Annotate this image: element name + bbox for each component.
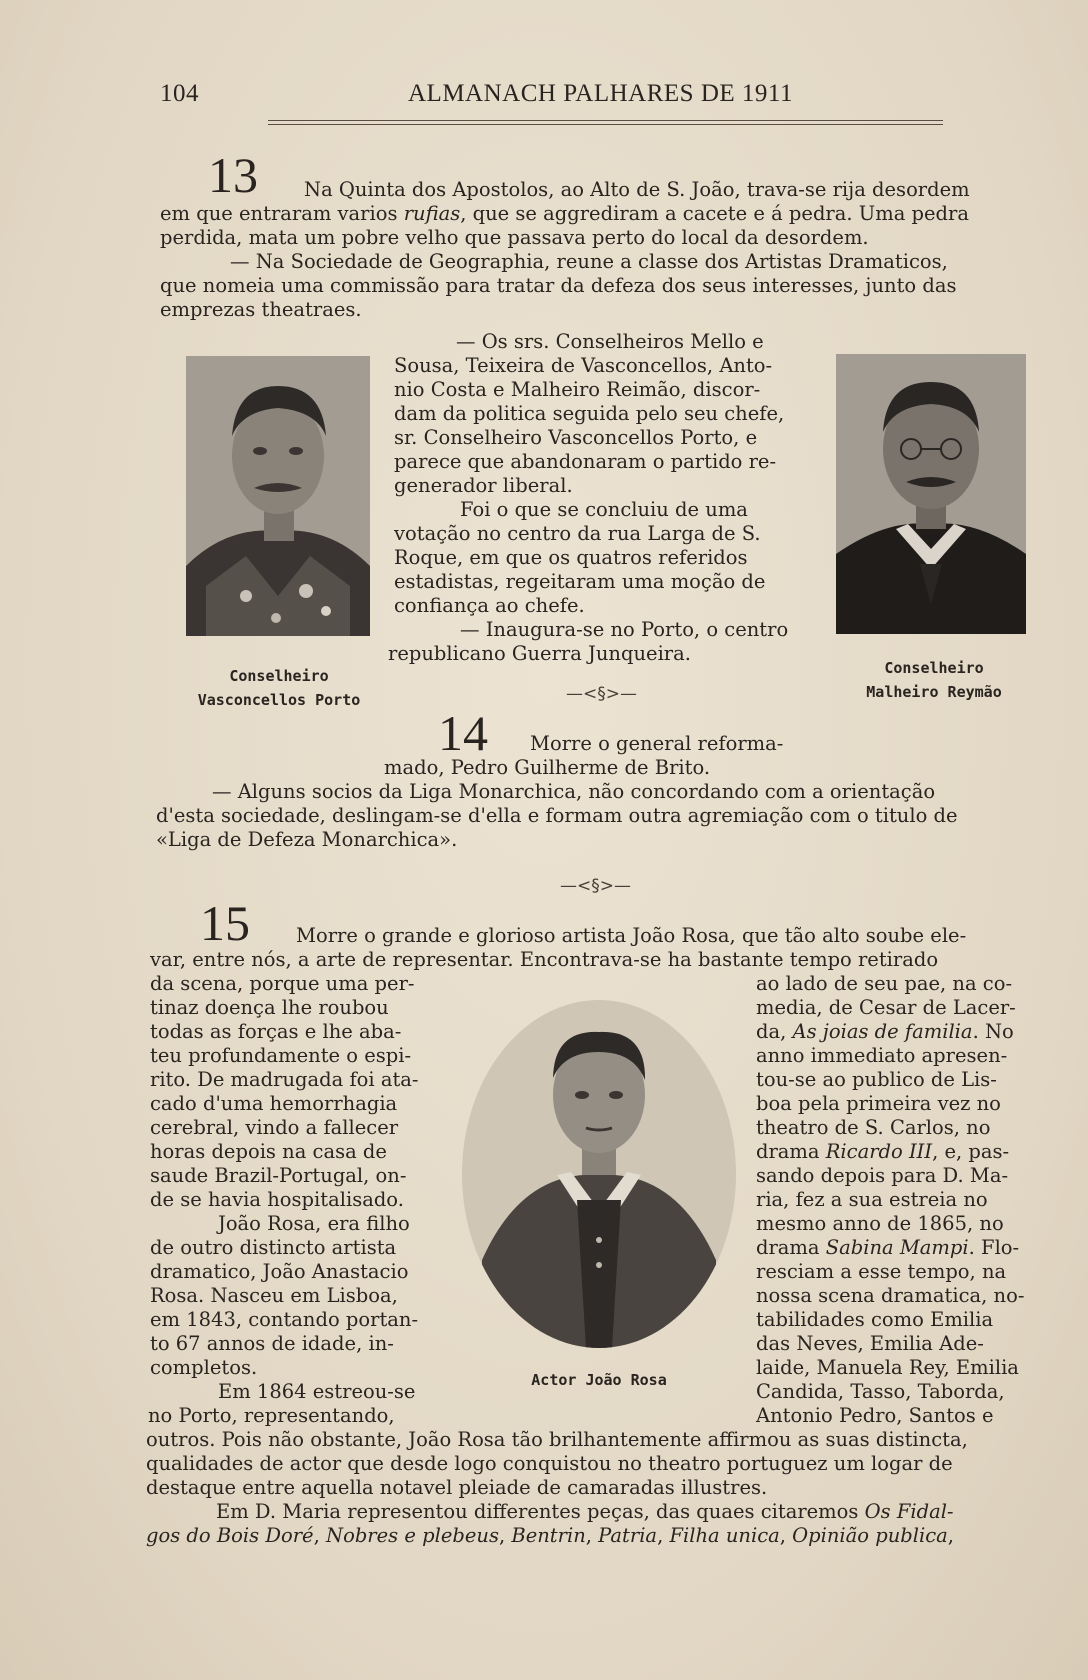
text-line: outros. Pois não obstante, João Rosa tão brilhantemente affirmou as suas distincta, xyxy=(146,1428,968,1451)
text-line: de se havia hospitalisado. xyxy=(150,1188,404,1211)
text-line: boa pela primeira vez no xyxy=(756,1092,1001,1115)
text-line: resciam a esse tempo, na xyxy=(756,1260,1007,1283)
text-line: da scena, porque uma per- xyxy=(150,972,415,995)
text-line: tinaz doença lhe roubou xyxy=(150,996,389,1019)
text-line: theatro de S. Carlos, no xyxy=(756,1116,991,1139)
ornament-divider: —<§>— xyxy=(566,684,637,704)
text-line: ao lado de seu pae, na co- xyxy=(756,972,1013,995)
text-line: laide, Manuela Rey, Emilia xyxy=(756,1356,1019,1379)
text-line: Rosa. Nasceu em Lisboa, xyxy=(150,1284,398,1307)
text-line: gos do Bois Doré, Nobres e plebeus, Bentrin, Patria, Filha unica, Opinião publica, xyxy=(146,1524,954,1547)
text-line: Sousa, Teixeira de Vasconcellos, Anto- xyxy=(394,354,773,377)
text-line: destaque entre aquella notavel pleiade de camaradas illustres. xyxy=(146,1476,768,1499)
text-line: drama Sabina Mampi. Flo- xyxy=(756,1236,1020,1259)
text-line: emprezas theatraes. xyxy=(160,298,362,321)
text-line: mado, Pedro Guilherme de Brito. xyxy=(384,756,711,779)
text-line: cado d'uma hemorrhagia xyxy=(150,1092,398,1115)
caption-line: Conselheiro xyxy=(884,659,984,677)
header-rule xyxy=(268,120,943,121)
text-line: teu profundamente o espi- xyxy=(150,1044,412,1067)
page-title: ALMANACH PALHARES DE 1911 xyxy=(408,80,793,107)
caption-line: Actor João Rosa xyxy=(531,1371,667,1389)
ornament-divider: —<§>— xyxy=(560,876,631,896)
text-line: perdida, mata um pobre velho que passava perto do local da desordem. xyxy=(160,226,869,249)
caption-line: Vasconcellos Porto xyxy=(197,691,361,709)
text-line: media, de Cesar de Lacer- xyxy=(756,996,1016,1019)
text-line: Em D. Maria representou differentes peças, das quaes citaremos Os Fidal- xyxy=(216,1500,954,1523)
caption-line: Malheiro Reymão xyxy=(866,683,1002,701)
text-line: sando depois para D. Ma- xyxy=(756,1164,1009,1187)
text-line: da, As joias de familia. No xyxy=(756,1020,1014,1043)
text-line: Roque, em que os quatros referidos xyxy=(394,546,748,569)
text-line: generador liberal. xyxy=(394,474,573,497)
text-line: «Liga de Defeza Monarchica». xyxy=(156,828,458,851)
text-line: nio Costa e Malheiro Reimão, discor- xyxy=(394,378,761,401)
text-line: republicano Guerra Junqueira. xyxy=(388,642,691,665)
text-line: ria, fez a sua estreia no xyxy=(756,1188,988,1211)
text-line: Candida, Tasso, Taborda, xyxy=(756,1380,1005,1403)
text-line: das Neves, Emilia Ade- xyxy=(756,1332,984,1355)
day-number: 15 xyxy=(200,895,250,951)
text-line: — Alguns socios da Liga Monarchica, não concordando com a orientação xyxy=(212,780,936,803)
text-line: estadistas, regeitaram uma moção de xyxy=(394,570,766,593)
text-line: Morre o grande e glorioso artista João Rosa, que tão alto soube ele- xyxy=(296,924,967,947)
text-line: d'esta sociedade, deslingam-se d'ella e formam outra agremiação com o titulo de xyxy=(156,804,958,827)
text-line: to 67 annos de idade, in- xyxy=(150,1332,394,1355)
text-line: tou-se ao publico de Lis- xyxy=(756,1068,997,1091)
text-line: mesmo anno de 1865, no xyxy=(756,1212,1004,1235)
text-line: var, entre nós, a arte de representar. Encontrava-se ha bastante tempo retirado xyxy=(150,948,939,971)
text-line: Na Quinta dos Apostolos, ao Alto de S. João, trava-se rija desordem xyxy=(304,178,970,201)
text-line: parece que abandonaram o partido re- xyxy=(394,450,777,473)
text-line: — Os srs. Conselheiros Mello e xyxy=(456,330,764,353)
text-line: em que entraram varios rufias, que se aggrediram a cacete e á pedra. Uma pedra xyxy=(160,202,969,225)
text-line: horas depois na casa de xyxy=(150,1140,387,1163)
text-line: dam da politica seguida pelo seu chefe, xyxy=(394,402,785,425)
text-line: Morre o general reforma- xyxy=(530,732,784,755)
text-line: votação no centro da rua Larga de S. xyxy=(394,522,761,545)
day-number: 14 xyxy=(438,705,488,761)
portrait-vasconcellos-porto xyxy=(186,356,370,636)
text-line: que nomeia uma commissão para tratar da defeza dos seus interesses, junto das xyxy=(160,274,957,297)
text-line: completos. xyxy=(150,1356,258,1379)
page-number: 104 xyxy=(160,80,199,107)
text-line: nossa scena dramatica, no- xyxy=(756,1284,1025,1307)
text-line: tabilidades como Emilia xyxy=(756,1308,994,1331)
text-line: sr. Conselheiro Vasconcellos Porto, e xyxy=(394,426,758,449)
text-line: qualidades de actor que desde logo conquistou no theatro portuguez um logar de xyxy=(146,1452,953,1475)
text-line: drama Ricardo III, e, pas- xyxy=(756,1140,1010,1163)
portrait-malheiro-reymao xyxy=(836,354,1026,634)
text-line: — Inaugura-se no Porto, o centro xyxy=(460,618,789,641)
header-rule xyxy=(268,124,943,125)
text-line: no Porto, representando, xyxy=(148,1404,395,1427)
text-line: anno immediato apresen- xyxy=(756,1044,1008,1067)
text-line: Foi o que se concluiu de uma xyxy=(460,498,748,521)
portrait-joao-rosa xyxy=(462,1000,736,1348)
text-line: João Rosa, era filho xyxy=(218,1212,410,1235)
text-line: todas as forças e lhe aba- xyxy=(150,1020,402,1043)
text-line: de outro distincto artista xyxy=(150,1236,397,1259)
text-line: saude Brazil-Portugal, on- xyxy=(150,1164,407,1187)
text-line: — Na Sociedade de Geographia, reune a classe dos Artistas Dramaticos, xyxy=(230,250,948,273)
text-line: cerebral, vindo a fallecer xyxy=(150,1116,399,1139)
text-line: Em 1864 estreou-se xyxy=(218,1380,416,1403)
text-line: Antonio Pedro, Santos e xyxy=(756,1404,994,1427)
day-number: 13 xyxy=(208,147,258,203)
text-line: dramatico, João Anastacio xyxy=(150,1260,409,1283)
text-line: rito. De madrugada foi ata- xyxy=(150,1068,419,1091)
text-line: em 1843, contando portan- xyxy=(150,1308,419,1331)
text-line: confiança ao chefe. xyxy=(394,594,585,617)
caption-line: Conselheiro xyxy=(229,667,329,685)
